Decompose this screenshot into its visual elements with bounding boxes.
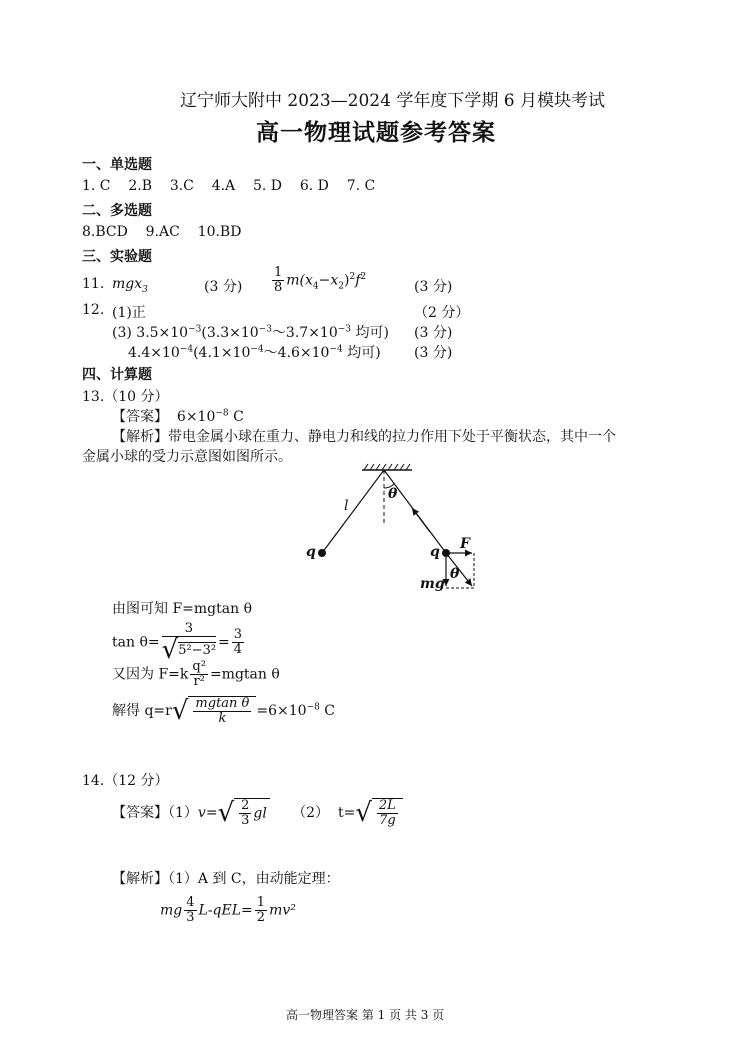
q13-answer: 【答案】 $6\times 10^{-8}$ C	[112, 408, 244, 425]
sqrt: $\frac{2}{3}$ gl	[234, 798, 270, 828]
label-mg: mg	[420, 576, 445, 592]
ceiling-hatch	[364, 464, 410, 470]
section-experiment: 三、实验题	[82, 249, 152, 265]
q11-answer-2: $\frac{1}{8}$ $m(x_4-x_2)^2f^2$	[274, 265, 367, 295]
q13-step-4: 解得 q=r√ $\frac{\text{mgtan θ}}{k}$ $=6\times 10^{-8}$ C	[112, 696, 336, 726]
section-single-choice: 一、单选题	[82, 157, 152, 173]
q14-number: 14.（12 分）	[82, 773, 169, 789]
fraction: $\frac{\text{mgtan θ}}{k}$	[195, 696, 250, 726]
fraction: $\frac{\text{q²}}{\text{r²}}$	[192, 659, 206, 689]
q13-analysis-line-1: 【解析】带电金属小球在重力、静电力和线的拉力作用下处于平衡状态，其中一个	[112, 429, 616, 445]
label-q-left: q	[306, 544, 316, 560]
answer-1: 1. C	[82, 178, 111, 194]
sqrt	[372, 798, 403, 828]
fraction: $\frac{2L}{7g}$	[378, 798, 396, 828]
section-multi-choice: 二、多选题	[82, 203, 152, 219]
q13-number: 13.（10 分）	[82, 389, 169, 405]
label-q-right: q	[430, 544, 440, 560]
fraction: $\frac{3}{\text{√5²−3²}}$	[161, 621, 217, 665]
q12-score-2: (3 分)	[414, 325, 453, 341]
q12-number: 12.	[82, 302, 105, 318]
label-theta-top: θ	[388, 486, 398, 502]
section-calculation: 四、计算题	[82, 367, 152, 383]
multi-choice-answers	[82, 224, 241, 240]
q12-line-2: (3) $3.5\times 10^{-3}(3.3\times 10^{-3}\sim 3.7\times 10^{-3}$ 均可)	[112, 324, 389, 341]
tension-arrow	[412, 508, 430, 532]
q13-step-2: tan θ= $\frac{3}{\text{√5²−3²}}$ = $\frac{3}{4}$	[112, 621, 243, 665]
fraction: $\frac{1}{2}$	[256, 895, 266, 925]
q12-score-3: (3 分)	[414, 345, 453, 361]
q13-step-1: 由图可知 F=mgtan θ	[112, 601, 252, 617]
label-f: F	[460, 536, 470, 552]
left-string	[322, 470, 384, 553]
q12-line-3: $4.4\times 10^{-4}(4.1\times 10^{-4}\sim 4.6\times 10^{-4}$ 均可)	[128, 344, 381, 361]
answer-6: 6. D	[299, 178, 329, 194]
fraction: $\frac{1}{8}$	[274, 265, 283, 295]
q11-answer-1: mgx$_3$	[112, 276, 148, 295]
sqrt	[188, 696, 256, 726]
answer-9: 9.AC	[145, 224, 180, 240]
q14-equation: mg $\frac{4}{3}$ L-qEL= $\frac{1}{2}$ mv²	[160, 895, 296, 925]
answer-5: 5. D	[252, 178, 283, 194]
q11-score-1: (3 分)	[204, 279, 243, 295]
label-theta-bottom: θ	[450, 566, 460, 582]
exam-title: 辽宁师大附中 2023—2024 学年度下学期 6 月模块考试	[180, 91, 605, 111]
doc-title: 高一物理试题参考答案	[256, 119, 496, 146]
single-choice-answers	[82, 178, 375, 194]
answer-7: 7. C	[346, 178, 376, 194]
q12-line-1: (1)正	[112, 305, 146, 321]
answer-3: 3.C	[169, 178, 194, 194]
fraction: $\frac{3}{4}$	[233, 627, 243, 657]
answer-2: 2.B	[128, 178, 152, 194]
q14-answer: 【答案】（1）v=√ $\frac{2}{3}$ gl （2） t=√ $\frac{2L}{7g}$	[112, 798, 403, 828]
page-footer: 高一物理答案 第 1 页 共 3 页	[286, 1008, 445, 1022]
q11-number: 11.	[82, 276, 105, 292]
q13-step-3: 又因为 F=k $\frac{\text{q²}}{\text{r²}}$ =mgtan θ	[112, 659, 280, 689]
force-diagram	[300, 462, 490, 597]
answer-8: 8.BCD	[82, 224, 128, 240]
q14-analysis: 【解析】（1）A 到 C，由动能定理：	[112, 871, 340, 887]
label-l: l	[344, 498, 349, 514]
q12-score-1: （2 分）	[414, 305, 470, 321]
answer-4: 4.A	[211, 178, 236, 194]
left-ball	[318, 549, 326, 557]
q11-score-2: (3 分)	[414, 279, 453, 295]
q13-analysis-line-2: 金属小球的受力示意图如图所示。	[82, 449, 292, 465]
fraction: $\frac{2}{3}$	[241, 798, 250, 828]
answer-10: 10.BD	[197, 224, 242, 240]
fraction: $\frac{4}{3}$	[186, 895, 195, 925]
